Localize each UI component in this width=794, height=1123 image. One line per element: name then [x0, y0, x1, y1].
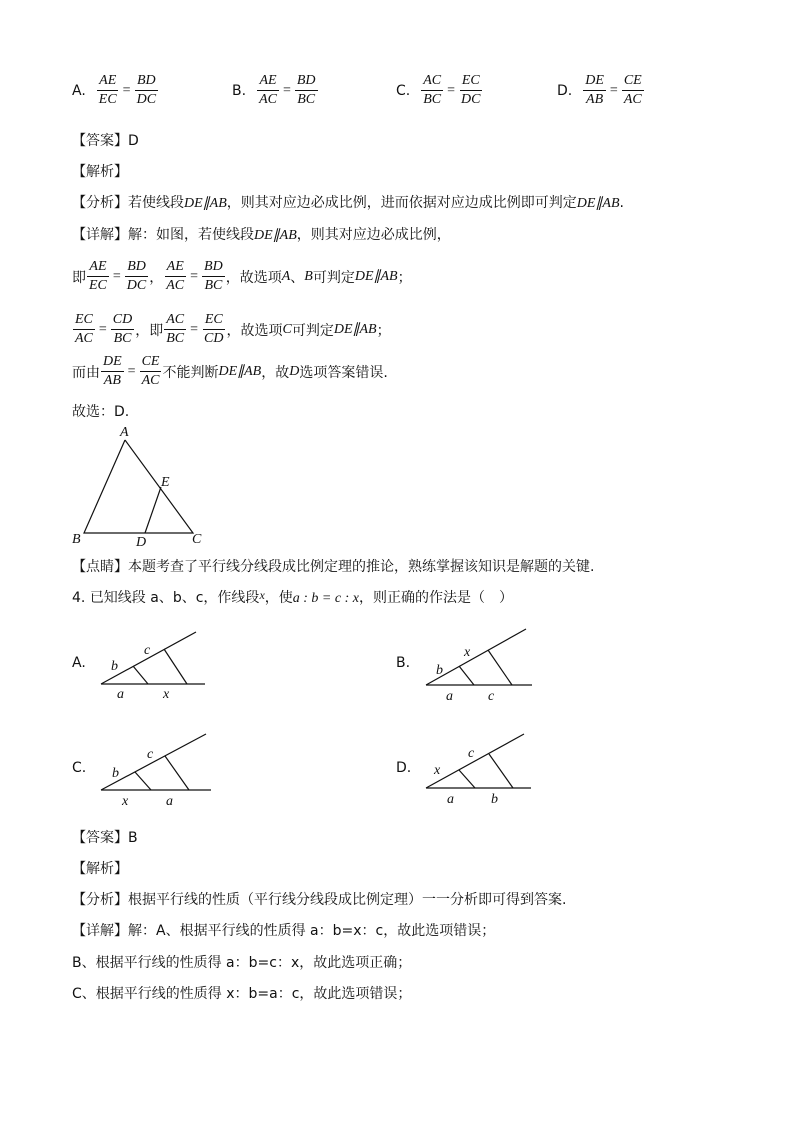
option-label: A.: [72, 82, 86, 99]
fraction: [295, 72, 318, 109]
text: 、: [290, 269, 305, 286]
fenxi-tag: 【分析】: [72, 195, 128, 211]
fraction-numerator: CE: [622, 72, 644, 91]
q3-xiangjie: [72, 224, 451, 244]
label-top-2: c: [144, 643, 151, 658]
text: ，故选项: [225, 269, 282, 286]
q3-answer: [72, 130, 139, 150]
fraction: [164, 258, 186, 295]
vertex-label-c: C: [192, 532, 202, 547]
fenxi-text-2: ，则其对应边必成比例，进而依据对应边成比例即可判定: [226, 195, 577, 211]
q3-option-b: [232, 72, 319, 109]
fraction-denominator: AB: [586, 92, 604, 107]
math-de-parallel-ab: DE∥AB: [333, 322, 377, 337]
parallel-line-1: [459, 770, 475, 788]
label-bottom-2: c: [488, 689, 495, 704]
xiangjie-tag: 【详解】: [72, 923, 128, 939]
fraction: [421, 72, 443, 109]
text: ；: [397, 269, 412, 286]
question-number: 4.: [72, 590, 86, 606]
fraction-numerator: AE: [257, 72, 278, 91]
text: 而由: [72, 364, 100, 381]
label-top-1: b: [112, 766, 119, 781]
text: ，故选项: [226, 322, 283, 339]
upper-ray: [101, 734, 206, 790]
text: 可判定: [312, 269, 355, 286]
text: 不能判断: [162, 364, 219, 381]
q4-analysis-tag: 【解析】: [72, 861, 128, 877]
fraction: [140, 353, 162, 390]
label-bottom-2: a: [166, 794, 173, 808]
parallel-line-2: [164, 649, 187, 684]
q4-option-c-analysis: C、根据平行线的性质得 x：b=a：c，故此选项错误；: [72, 986, 412, 1002]
dianjing-tag: 【点睛】: [72, 559, 128, 575]
fraction: [97, 72, 119, 109]
answer-value: B: [128, 830, 138, 846]
equals-sign: =: [112, 268, 121, 284]
q3-option-d: [557, 72, 645, 109]
q4-answer: [72, 827, 138, 847]
answer-tag: 【答案】: [72, 133, 128, 149]
upper-ray: [426, 734, 524, 788]
text: ；: [376, 322, 391, 339]
fraction-denominator: DC: [136, 92, 157, 107]
math-proportion: a : b = c : x: [292, 591, 359, 606]
fraction-numerator: DE: [101, 353, 124, 372]
equals-sign: =: [282, 82, 291, 98]
equals-sign: =: [127, 363, 136, 379]
fraction-numerator: CE: [140, 353, 162, 372]
label-bottom-1: a: [117, 687, 124, 702]
q4-option-b-label: B.: [396, 655, 411, 671]
answer-value: D: [128, 133, 139, 149]
text: 可判定: [291, 322, 334, 339]
fraction: [202, 311, 225, 348]
q4-option-d-figure: [420, 730, 540, 808]
text: ，即: [135, 322, 164, 339]
xiangjie-text-1: 解：如图，若使线段: [128, 227, 254, 243]
label-bottom-2: b: [491, 792, 498, 807]
fraction: [583, 72, 606, 109]
parallel-line-2: [489, 754, 513, 788]
fraction: [459, 72, 482, 109]
q3-option-a: [72, 72, 159, 109]
equals-sign: =: [122, 82, 131, 98]
label-top-2: x: [464, 645, 471, 660]
fraction-numerator: EC: [73, 311, 95, 330]
math-de-parallel-ab: DE∥AB: [184, 196, 227, 211]
option-label: D.: [557, 82, 573, 99]
math-de-parallel-ab: DE∥AB: [218, 364, 262, 379]
fraction-denominator: EC: [98, 92, 117, 107]
q3-analysis-tag: 【解析】: [72, 164, 128, 180]
fraction-denominator: AC: [623, 92, 642, 107]
fraction: [622, 72, 644, 109]
label-top-1: x: [434, 763, 441, 778]
label-bottom-2: x: [163, 687, 170, 702]
text: ，使: [264, 590, 293, 606]
equals-sign: =: [609, 82, 618, 98]
q4-xiangjie: [72, 920, 495, 940]
text: ，故: [261, 364, 290, 381]
fraction-denominator: BC: [166, 331, 185, 346]
xiangjie-text-2: ，则其对应边必成比例，: [296, 227, 451, 243]
q3-option-c: [396, 72, 483, 109]
label-top-1: b: [111, 659, 118, 674]
equals-sign: =: [98, 321, 107, 337]
parallel-line-2: [488, 650, 512, 685]
parallel-line-2: [165, 756, 189, 790]
math-b: B: [304, 268, 313, 284]
fraction: [202, 258, 225, 295]
fraction-numerator: EC: [203, 311, 225, 330]
fraction-numerator: EC: [460, 72, 482, 91]
q4-option-c-figure: [95, 730, 215, 808]
q3-proof-line-2: [72, 311, 391, 348]
dianjing-text: 本题考查了平行线分线段成比例定理的推论，熟练掌握该知识是解题的关键.: [128, 559, 595, 575]
q4-option-b-figure: [420, 624, 540, 704]
q4-question: [72, 587, 513, 607]
math-de-parallel-ab: DE∥AB: [354, 269, 398, 284]
option-label: C.: [396, 82, 411, 99]
label-bottom-1: a: [447, 792, 454, 807]
xiangjie-text: 解：A、根据平行线的性质得 a：b=x：c，故此选项错误；: [128, 923, 496, 939]
fraction-numerator: CD: [111, 311, 134, 330]
math-de-parallel-ab: DE∥AB: [254, 228, 297, 243]
vertex-label-a: A: [120, 425, 129, 440]
fraction-numerator: AC: [164, 311, 186, 330]
q3-dianjing: [72, 556, 594, 576]
label-top-1: b: [436, 663, 443, 678]
segment-de: [145, 487, 161, 533]
fenxi-tag: 【分析】: [72, 892, 128, 908]
fraction-denominator: BC: [113, 331, 132, 346]
q3-choose: 故选：D.: [72, 404, 130, 420]
fraction-denominator: AC: [259, 92, 277, 107]
text: 已知线段 a、b、c，作线段: [89, 590, 260, 606]
q4-option-c-label: C.: [72, 760, 87, 776]
fraction-denominator: BC: [423, 92, 442, 107]
fraction-numerator: AE: [165, 258, 186, 277]
fraction: [164, 311, 186, 348]
answer-tag: 【答案】: [72, 830, 128, 846]
q3-proof-line-3: [72, 353, 388, 390]
option-label: B.: [232, 82, 247, 99]
q3-proof-line-1: [72, 258, 412, 295]
math-a: A: [281, 268, 291, 284]
fraction-denominator: CD: [204, 331, 224, 346]
vertex-label-b: B: [72, 532, 81, 547]
fraction-denominator: EC: [89, 278, 107, 293]
math-d: D: [289, 363, 300, 379]
q4-option-a-figure: [95, 628, 215, 703]
fraction-numerator: BD: [135, 72, 158, 91]
parallel-line-1: [135, 772, 151, 790]
text: 即: [72, 269, 86, 286]
fraction-denominator: AC: [166, 278, 185, 293]
fraction: [87, 258, 109, 295]
vertex-label-e: E: [161, 475, 170, 490]
q4-fenxi: [72, 889, 566, 909]
fraction-numerator: AE: [87, 258, 108, 277]
label-top-2: c: [468, 746, 475, 761]
fraction-numerator: AC: [421, 72, 443, 91]
fenxi-text: 根据平行线的性质（平行线分线段成比例定理）一一分析即可得到答案.: [128, 892, 567, 908]
fraction-denominator: BC: [297, 92, 316, 107]
math-de-parallel-ab: DE∥AB: [576, 196, 620, 211]
fraction: [257, 72, 279, 109]
q4-option-d-label: D.: [396, 760, 412, 776]
fraction-numerator: BD: [202, 258, 225, 277]
q4-option-a-label: A.: [72, 655, 86, 671]
fraction-denominator: AC: [141, 373, 160, 388]
label-bottom-1: a: [446, 689, 453, 704]
fraction: [135, 72, 158, 109]
triangle-figure: [68, 422, 218, 552]
fenxi-text-3: .: [619, 195, 624, 211]
text: 选项答案错误.: [299, 364, 388, 381]
fraction-numerator: BD: [295, 72, 318, 91]
equals-sign: =: [447, 82, 456, 98]
equals-sign: =: [190, 268, 199, 284]
fraction-denominator: BC: [204, 278, 223, 293]
fraction-denominator: AC: [75, 331, 93, 346]
xiangjie-tag: 【详解】: [72, 227, 128, 243]
fraction-numerator: DE: [583, 72, 606, 91]
label-bottom-1: x: [122, 794, 129, 808]
fenxi-text-1: 若使线段: [128, 195, 184, 211]
fraction-numerator: AE: [97, 72, 118, 91]
fraction-denominator: AB: [103, 373, 121, 388]
fraction-numerator: BD: [125, 258, 148, 277]
math-c: C: [282, 321, 292, 337]
text: ，则正确的作法是（ ）: [358, 590, 513, 606]
fraction: [73, 311, 95, 348]
label-top-2: c: [147, 747, 154, 762]
fraction: [125, 258, 148, 295]
parallel-line-1: [459, 666, 474, 685]
q3-fenxi: [72, 192, 624, 212]
triangle-abc: [84, 440, 193, 533]
math-x: x: [259, 588, 265, 602]
fraction: [101, 353, 124, 390]
equals-sign: =: [190, 321, 199, 337]
parallel-line-1: [133, 666, 148, 684]
q4-option-b-analysis: B、根据平行线的性质得 a：b=c：x，故此选项正确；: [72, 955, 412, 971]
vertex-label-d: D: [136, 535, 147, 550]
fraction-denominator: DC: [126, 278, 147, 293]
text: ，: [149, 269, 164, 286]
fraction: [111, 311, 134, 348]
fraction-denominator: DC: [461, 92, 481, 107]
